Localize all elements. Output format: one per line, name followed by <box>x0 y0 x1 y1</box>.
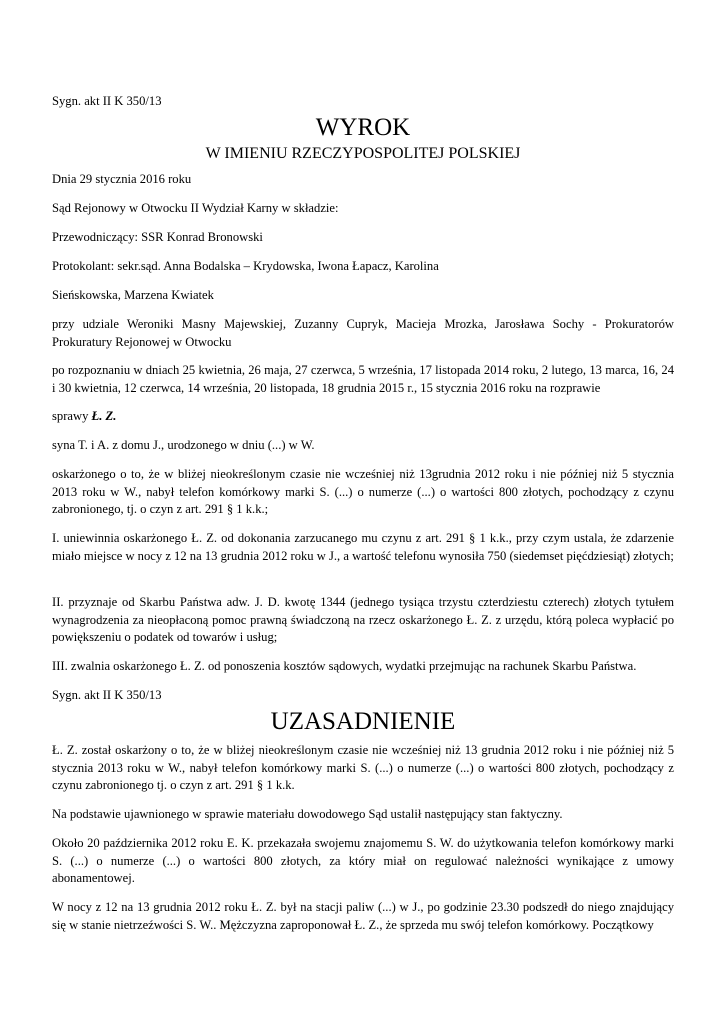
verdict-title: WYROK <box>315 114 411 141</box>
ruling-point-2: II. przyznaje od Skarbu Państwa adw. J. D. kwotę 1344 (jednego tysiąca trzystu czterdziestu czterech) złotych tytułem wynagrodzenia za nieopłaconą pomoc prawną świadczoną na rzecz oskarżonego Ł. Z. z urzędu, którą poleca wypłacić po powiększeniu o podatek od towarów i usług; <box>52 595 674 645</box>
court-line: Sąd Rejonowy w Otwocku II Wydział Karny w składzie: <box>52 201 339 215</box>
hearing-paragraph: po rozpoznaniu w dniach 25 kwietnia, 26 maja, 27 czerwca, 5 września, 17 listopada 2014 roku, 2 lutego, 13 marca, 16, 24 i 30 kwietnia, 12 czerwca, 14 września, 20 listopada, 18 grudnia 2015 r., 15 stycznia 2016 roku na rozprawie <box>52 363 674 395</box>
defendant-name: Ł. Z. <box>91 409 117 423</box>
justification-paragraph-4: W nocy z 12 na 13 grudnia 2012 roku Ł. Z. był na stacji paliw (...) w J., po godzinie 23.30 podszedł do niego znajdujący się w stanie nietrzeźwości S. W.. Mężczyzna zaproponował Ł. Z., że sprzeda mu swój telefon komórkowy. Początkowy <box>52 900 674 932</box>
clerk-line-2: Sieńskowska, Marzena Kwiatek <box>52 288 214 302</box>
case-line <box>52 408 674 426</box>
charge-paragraph: oskarżonego o to, że w bliżej nieokreślonym czasie nie wcześniej niż 13grudnia 2012 roku i nie później niż 5 stycznia 2013 roku w W., nabył telefon komórkowy marki S. (...) o numerze (...) o wartości 800 złotych, pochodzący z czynu zabronionego, tj. o czyn z art. 291 § 1 k.k.; <box>52 467 674 517</box>
ruling-point-1: I. uniewinnia oskarżonego Ł. Z. od dokonania zarzucanego mu czynu z art. 291 § 1 k.k., przy czym ustala, że zdarzenie miało miejsce w nocy z 12 na 13 grudnia 2012 roku w J., a wartość telefonu wynosiła 750 (siedemset pięćdziesiąt) złotych; <box>52 531 674 563</box>
date-line: Dnia 29 stycznia 2016 roku <box>52 172 192 186</box>
verdict-subtitle: W IMIENIU RZECZYPOSPOLITEJ POLSKIEJ <box>205 145 521 162</box>
justification-paragraph-3: Około 20 października 2012 roku E. K. przekazała swojemu znajomemu S. W. do użytkowania telefon komórkowy marki S. (...) o numerze (...) o wartości 800 złotych, za który miał on regulować należności wynikające z umowy abonamentowej. <box>52 836 674 886</box>
justification-title: UZASADNIENIE <box>270 708 456 735</box>
case-prefix: sprawy <box>52 409 92 423</box>
case-signature-top: Sygn. akt II K 350/13 <box>52 94 162 108</box>
justification-paragraph-1: Ł. Z. został oskarżony o to, że w bliżej nieokreślonym czasie nie wcześniej niż 13 grudnia 2012 roku i nie później niż 5 stycznia 2013 roku w W., nabył telefon komórkowy marki S. (...) o numerze (...) o wartości 800 złotych, pochodzący z czynu zabronionego tj. o czyn z art. 291 § 1 k.k. <box>52 743 674 793</box>
justification-paragraph-2: Na podstawie ujawnionego w sprawie materiału dowodowego Sąd ustalił następujący stan faktyczny. <box>52 807 563 821</box>
ruling-point-3: III. zwalnia oskarżonego Ł. Z. od ponoszenia kosztów sądowych, wydatki przejmując na rachunek Skarbu Państwa. <box>52 659 637 673</box>
case-signature-mid: Sygn. akt II K 350/13 <box>52 688 162 702</box>
chair-line: Przewodniczący: SSR Konrad Bronowski <box>52 230 263 244</box>
prosecutor-paragraph: przy udziale Weroniki Masny Majewskiej, Zuzanny Cupryk, Macieja Mrozka, Jarosława Sochy - Prokuratorów Prokuratury Rejonowej w Otwocku <box>52 317 674 349</box>
son-line: syna T. i A. z domu J., urodzonego w dniu (...) w W. <box>52 438 315 452</box>
clerk-line-1: Protokolant: sekr.sąd. Anna Bodalska – Krydowska, Iwona Łapacz, Karolina <box>52 259 439 273</box>
